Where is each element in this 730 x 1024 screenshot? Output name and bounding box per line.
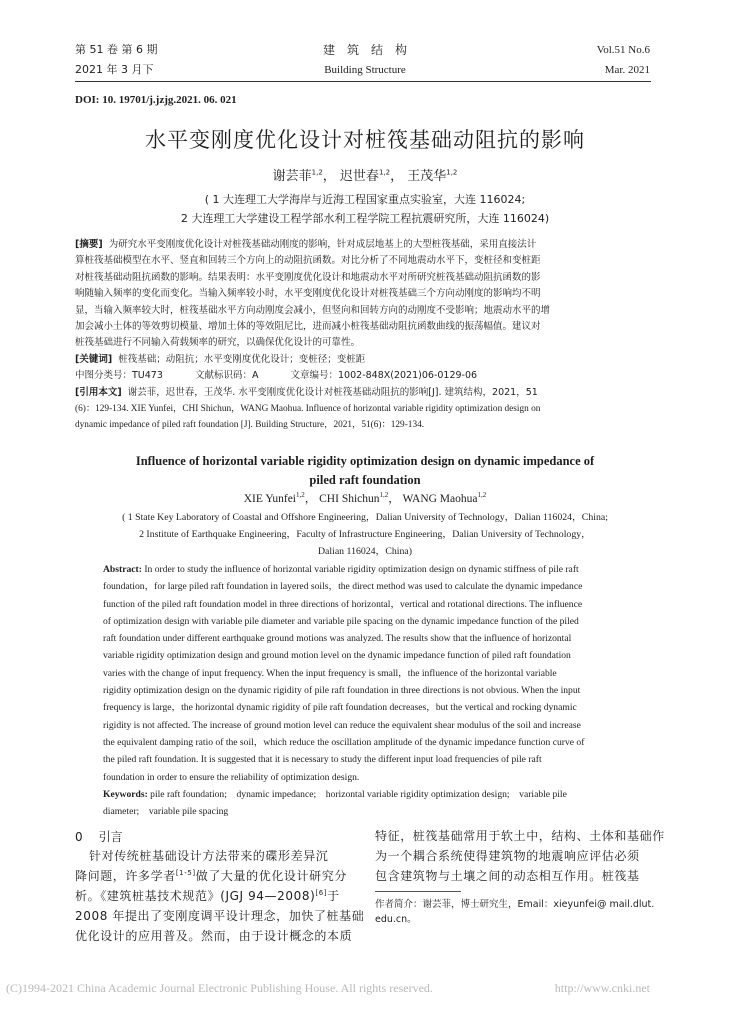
section-heading (75, 828, 123, 845)
body-line: 析。《建筑桩基技术规范》(JGJ 94—2008)[6]于 (75, 889, 340, 903)
header-volume-en: Vol.51 No.6 (596, 44, 650, 56)
clc-number: 中图分类号：TU473 (75, 370, 163, 382)
abstract-cn (75, 237, 655, 434)
cite-label: [引用本文] (75, 386, 122, 398)
en-author-separator: ， (304, 493, 320, 505)
abstract-en-line: raft foundation under different earthquake ground motions was analyzed. The results show that the influence of horizontal (103, 633, 572, 645)
abstract-cn-line: 对桩筏基础动阻抗函数的影响。结果表明：水平变刚度优化设计和地震动水平对所研究桩筏基础动阻抗函数的影 (75, 271, 541, 283)
en-author-affiliation: 1,2 (477, 491, 487, 500)
title-en-line-1: Influence of horizontal variable rigidity optimization design on dynamic impedance of (135, 454, 595, 468)
abstract-cn-line: 桩筏基础进行不同输入荷载频率的研究，以确保优化设计的可靠性。 (75, 337, 361, 349)
authors-cn (0, 165, 730, 184)
abstract-en-label: Abstract: (103, 564, 142, 575)
abstract-en-line: foundation，for large piled raft foundation in layered soils，the direct method was used to calculate the dynamic impedance (103, 581, 583, 593)
body-left-column (75, 846, 365, 946)
affiliation-en-3: Dalian 116024，China) (317, 546, 413, 557)
cn-author-separator: ， (390, 169, 408, 184)
abstract-en-line: varies with the change of input frequency. When the input frequency is small，the influence of the horizontal variable (103, 667, 557, 679)
affiliation-cn-1: ( 1 大连理工大学海岸与近海工程国家重点实验室，大连 116024; (204, 193, 526, 206)
abstract-cn-line: 响随输入频率的变化而变化。当输入频率较小时，水平变刚度优化设计对桩筏基础三个方向动刚度的影响均不明 (75, 288, 541, 300)
cn-author-affiliation: 1,2 (378, 168, 391, 177)
abstract-en-line: function of the piled raft foundation model in three directions of horizontal，vertical and rotational directions. The influence (103, 598, 583, 610)
doi: DOI: 10. 19701/j.jzjg.2021. 06. 021 (75, 94, 237, 106)
body-line: 优化设计的应用普及。然而，由于设计概念的本质 (75, 929, 353, 943)
cn-author-name: 王茂华 (407, 169, 447, 184)
affiliation-en-1: ( 1 State Key Laboratory of Coastal and Offshore Engineering，Dalian University of Technology，Dalian 116024，China; (122, 512, 608, 523)
abstract-en-line: rigidity optimization design on the dynamic rigidity of pile raft foundation in three directions is not obvious. When the input (103, 685, 581, 697)
abstract-en-line: variable rigidity optimization design and ground motion level on the dynamic impedance function of piled raft foundation (103, 650, 571, 662)
header-date-en: Mar. 2021 (604, 64, 650, 76)
doc-code: 文献标识码：A (194, 370, 259, 382)
footnote-rule (375, 891, 461, 892)
abstract-en-line: the piled raft foundation. It is suggested that it is necessary to study the different input load frequencies of pile raft (103, 754, 542, 766)
abstract-en-line: of optimization design with variable pile diameter and variable pile spacing on the dynamic impedance function of the piled (103, 615, 579, 627)
keywords-cn: 桩筏基础；动阻抗；水平变刚度优化设计；变桩径；变桩距 (118, 353, 366, 365)
cn-author-name: 谢芸菲 (272, 169, 312, 184)
authors-en (0, 490, 730, 506)
cite-line-2: (6)：129-134. XIE Yunfei，CHI Shichun，WANG Maohua. Influence of horizontal variable rigidity optimization design on (75, 404, 541, 415)
copyright-watermark: (C)1994-2021 China Academic Journal Electronic Publishing House. All rights reserved. (6, 981, 433, 995)
abstract-cn-line: 显，当输入频率较大时，桩筏基础水平方向动刚度会减小，但竖向和回转方向的动刚度不受影响；地震动水平的增 (75, 304, 551, 316)
footnote (375, 897, 660, 927)
en-author-name: CHI Shichun (319, 493, 380, 505)
abstract-en (103, 561, 653, 820)
body-line: 针对传统桩基础设计方法带来的碟形差异沉 (89, 849, 329, 863)
affiliation-en-2: 2 Institute of Earthquake Engineering，Faculty of Infrastructure Engineering，Dalian University of Technology， (139, 529, 591, 540)
footnote-line-1: 作者简介：谢芸菲，博士研究生，Email：xieyunfei@ mail.dlut. (375, 899, 655, 910)
body-line: 为一个耦合系统使得建筑物的地震响应评估必须 (375, 849, 640, 863)
footnote-line-2: edu.cn。 (375, 914, 417, 925)
section-title: 引言 (98, 830, 123, 844)
abstract-en-line: In order to study the influence of horizontal variable rigidity optimization design on dynamic stiffness of pile raft (144, 564, 579, 575)
cn-author-affiliation: 1,2 (311, 168, 323, 177)
cn-author-affiliation: 1,2 (446, 168, 458, 177)
abstract-en-line: foundation in order to ensure the reliability of optimization design. (103, 771, 360, 783)
body-line: 特征，桩筏基础常用于软土中，结构、土体和基础作 (375, 829, 665, 843)
cnki-url: http://www.cnki.net (554, 981, 650, 995)
en-author-affiliation: 1,2 (296, 491, 305, 500)
citation-ref: [1-5] (175, 869, 196, 877)
affiliations-cn (0, 190, 730, 228)
keywords-en-label: Keywords: (103, 788, 148, 800)
header-journal-cn: 建 筑 结 构 (322, 43, 407, 57)
abstract-en-line: the equivalent damping ratio of the soil，which reduce the oscillation amplitude of the dynamic impedance function curve of (103, 736, 585, 748)
en-author-separator: ， (388, 493, 403, 505)
abstract-cn-line: 加会减小土体的等效剪切模量、增加土体的等效阻尼比，进而减小桩筏基础动阻抗函数曲线的振荡幅值。建议对 (75, 321, 541, 333)
abstract-cn-label: [摘要] (75, 239, 103, 250)
body-line: 包含建筑物与土壤之间的动态相互作用。桩筏基 (375, 869, 640, 883)
header-date-cn: 2021 年 3 月下 (75, 63, 154, 76)
abstract-cn-line: 算桩筏基础模型在水平、竖直和回转三个方向上的动阻抗函数。对比分析了不同地震动水平下，变桩径和变桩距 (75, 255, 541, 267)
body-line: 2008 年提出了变刚度调平设计理念，加快了桩基础 (75, 909, 365, 923)
cite-line-1: 谢芸菲，迟世春，王茂华. 水平变刚度优化设计对桩筏基础动阻抗的影响[J]. 建筑结构，2021，51 (127, 386, 538, 398)
affiliation-cn-2: 2 大连理工大学建设工程学部水利工程学院工程抗震研究所，大连 116024) (180, 212, 550, 225)
keywords-en-line-1: pile raft foundation; dynamic impedance; horizontal variable rigidity optimization design; variable pile (150, 788, 567, 800)
en-author-affiliation: 1,2 (379, 491, 389, 500)
title-cn: 水平变刚度优化设计对桩筏基础动阻抗的影响 (145, 128, 585, 152)
affiliations-en (0, 509, 730, 560)
cn-author-separator: ， (322, 169, 340, 184)
keywords-cn-label: [关键词] (75, 353, 113, 365)
abstract-en-line: frequency is large，the horizontal dynamic rigidity of pile raft foundation decreases，but the vertical and rocking dynamic (103, 702, 577, 714)
abstract-cn-line: 为研究水平变刚度优化设计对桩筏基础动刚度的影响，针对成层地基上的大型桩筏基础，采用直接法计 (108, 239, 537, 250)
article-number: 文章编号：1002-848X(2021)06-0129-06 (290, 370, 478, 382)
header-rule (75, 81, 651, 82)
section-number: 0 (75, 830, 83, 844)
header-journal-en: Building Structure (324, 64, 406, 76)
body-line: 降问题，许多学者[1-5]做了大量的优化设计研究分 (75, 869, 347, 883)
body-right-column (375, 826, 665, 886)
cite-line-3: dynamic impedance of piled raft foundation [J]. Building Structure，2021，51(6)：129-134. (75, 420, 425, 431)
title-en-line-2: piled raft foundation (309, 473, 421, 487)
abstract-en-line: rigidity is not affected. The increase of ground motion level can reduce the equivalent shear modulus of the soil and increase (103, 719, 581, 731)
title-en (0, 452, 730, 490)
keywords-en-line-2: diameter; variable pile spacing (103, 806, 229, 818)
en-author-name: WANG Maohua (402, 493, 478, 505)
citation-ref: [6] (315, 889, 328, 897)
cn-author-name: 迟世春 (339, 169, 379, 184)
en-author-name: XIE Yunfei (243, 493, 297, 505)
header-volume-cn: 第 51 卷 第 6 期 (75, 43, 158, 56)
